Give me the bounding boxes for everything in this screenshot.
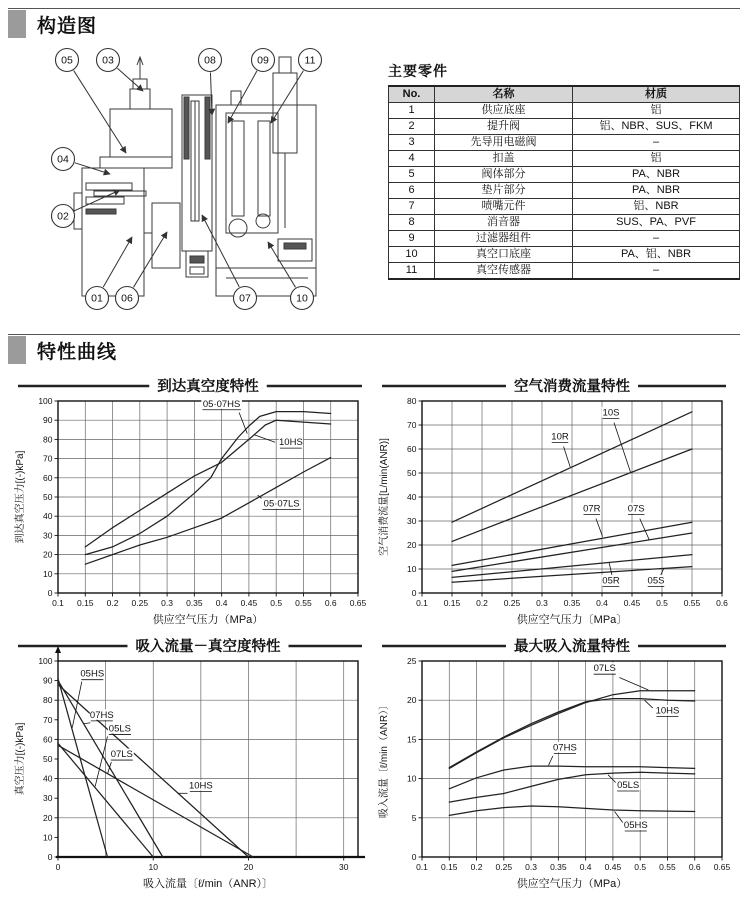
curve-label-05·07HS: 05·07HS	[202, 398, 241, 410]
table-row	[389, 135, 740, 151]
table-cell: 过滤器组件	[435, 231, 573, 247]
y-tick-label: 70	[407, 420, 417, 430]
series-07LS	[58, 745, 253, 857]
y-tick-label: 0	[47, 852, 53, 862]
table-cell: 9	[389, 231, 435, 247]
y-tick-label: 20	[43, 812, 53, 823]
table-row	[389, 215, 740, 231]
callout-number-03: 03	[102, 54, 114, 67]
y-tick-label: 30	[407, 516, 417, 526]
parts-col-header: 名称	[435, 86, 573, 103]
table-cell: 铝	[573, 151, 740, 167]
y-tick-label: 100	[38, 396, 53, 406]
table-cell: 提升阀	[435, 119, 573, 135]
chart-title: 最大吸入流量特性	[514, 639, 630, 655]
curve-label-07S: 07S	[627, 503, 645, 515]
x-tick-label: 0.45	[240, 598, 258, 608]
table-cell: 喷嘴元件	[435, 199, 573, 215]
diagram-wrap	[22, 43, 374, 320]
table-row	[389, 231, 740, 247]
table-cell: 5	[389, 167, 435, 183]
table-cell: 1	[389, 103, 435, 119]
y-tick-label: 10	[407, 773, 417, 784]
y-tick-label: 50	[407, 468, 417, 478]
y-tick-label: 70	[43, 714, 53, 725]
x-tick-label: 0.4	[579, 862, 592, 872]
y-tick-label: 5	[411, 812, 417, 823]
x-tick-label: 0.35	[186, 598, 203, 608]
chart-title: 吸入流量－真空度特性	[135, 639, 281, 655]
callout-number-06: 06	[121, 292, 133, 305]
y-tick-label: 70	[43, 453, 53, 464]
x-axis-label: 供应空气压力（MPa）	[516, 878, 628, 890]
curve-label-05LS: 05LS	[108, 723, 131, 735]
y-axis-label: 到达真空压力[(-)kPa]	[15, 450, 26, 544]
y-axis-label: 真空压力[(-)kPa]	[15, 722, 26, 796]
x-tick-label: 0.1	[52, 598, 64, 608]
table-cell: –	[573, 263, 740, 280]
chart-cell-vacuum	[12, 375, 376, 627]
chart-title: 到达真空度特性	[157, 379, 259, 395]
section-marker-block	[8, 10, 26, 38]
air-consumption-chart	[376, 375, 732, 627]
table-cell: 4	[389, 151, 435, 167]
table-cell: 真空口底座	[435, 247, 573, 263]
table-cell: 8	[389, 215, 435, 231]
section-construction-header	[8, 8, 740, 39]
parts-table-body	[389, 103, 740, 280]
callout-number-09: 09	[257, 54, 269, 67]
x-tick-label: 0.25	[495, 862, 513, 872]
construction-row	[22, 43, 740, 320]
callout-number-05: 05	[61, 54, 73, 67]
y-tick-label: 25	[407, 656, 417, 666]
section-title-curves: 特性曲线	[37, 341, 118, 363]
table-cell: 扣盖	[435, 151, 573, 167]
table-row	[389, 103, 740, 119]
curve-label-10HS: 10HS	[279, 437, 303, 449]
x-tick-label: 0.3	[161, 598, 174, 608]
x-tick-label: 0.45	[604, 862, 622, 872]
series-05·07LS	[85, 458, 330, 565]
table-cell: PA、铝、NBR	[573, 247, 740, 263]
x-tick-label: 0.6	[688, 862, 701, 872]
y-tick-label: 20	[407, 540, 417, 550]
x-tick-label: 0.3	[525, 862, 538, 872]
curve-label-10S: 10S	[602, 407, 620, 419]
x-tick-label: 0.4	[215, 598, 228, 608]
construction-diagram	[22, 43, 374, 315]
chart-cell-suction-vacuum	[12, 635, 376, 891]
charts-grid	[12, 375, 748, 891]
x-tick-label: 0.55	[295, 598, 312, 608]
table-cell: 先导用电磁阀	[435, 135, 573, 151]
x-tick-label: 0.25	[503, 598, 521, 608]
table-cell: 3	[389, 135, 435, 151]
curve-label-07R: 07R	[583, 503, 601, 515]
x-tick-label: 0.55	[659, 862, 676, 872]
table-row	[389, 247, 740, 263]
parts-col-header: 材质	[573, 86, 740, 103]
y-tick-label: 60	[43, 734, 53, 745]
y-tick-label: 10	[407, 564, 417, 574]
x-tick-label: 0.1	[416, 862, 428, 872]
table-cell: 消音器	[435, 215, 573, 231]
y-tick-label: 0	[47, 588, 53, 598]
section-marker-block	[8, 336, 26, 364]
x-tick-label: 10	[148, 862, 158, 872]
chart-cell-consumption	[376, 375, 740, 627]
x-tick-label: 0.65	[349, 598, 367, 608]
curve-label-07LS: 07LS	[593, 663, 616, 675]
x-tick-label: 0.3	[536, 598, 548, 608]
y-tick-label: 30	[43, 530, 53, 541]
x-tick-label: 0.5	[656, 598, 668, 608]
table-cell: 6	[389, 183, 435, 199]
y-tick-label: 90	[43, 675, 53, 686]
curve-label-05S: 05S	[647, 575, 665, 587]
y-tick-label: 10	[43, 832, 53, 843]
y-tick-label: 30	[43, 793, 53, 804]
table-row	[389, 263, 740, 280]
callout-number-08: 08	[204, 54, 216, 67]
y-tick-label: 10	[43, 568, 53, 579]
y-tick-label: 80	[407, 396, 417, 406]
y-tick-label: 80	[43, 434, 53, 445]
x-tick-label: 0.15	[76, 598, 94, 608]
callout-number-04: 04	[57, 153, 69, 166]
curve-label-10HS: 10HS	[188, 780, 213, 792]
chart-title: 空气消费流量特性	[514, 379, 630, 395]
table-cell: 7	[389, 199, 435, 215]
x-tick-label: 0.25	[131, 598, 149, 608]
x-axis-label: 吸入流量〔ℓ/min（ANR）〕	[142, 878, 274, 890]
table-cell: 真空传感器	[435, 263, 573, 280]
x-tick-label: 0.6	[716, 598, 728, 608]
table-cell: PA、NBR	[573, 167, 740, 183]
series-05HS	[449, 806, 694, 815]
x-tick-label: 0.35	[563, 598, 581, 608]
callout-leader-01	[103, 237, 132, 287]
callout-number-10: 10	[296, 292, 308, 305]
y-axis-label: 空气消费流量[L/min(ANR)]	[379, 438, 390, 556]
y-tick-label: 0	[411, 588, 417, 598]
curve-label-10R: 10R	[551, 431, 569, 443]
table-cell: 铝、NBR、SUS、FKM	[573, 119, 740, 135]
x-tick-label: 0.35	[550, 862, 567, 872]
x-tick-label: 0.55	[683, 598, 701, 608]
series-07LS	[449, 691, 694, 769]
x-tick-label: 30	[338, 862, 349, 872]
y-tick-label: 80	[43, 695, 53, 706]
parts-table-wrap	[388, 61, 740, 320]
section-curves-header	[8, 334, 740, 365]
table-cell: 铝	[573, 103, 740, 119]
section-title-construction: 构造图	[37, 15, 98, 37]
curve-label-07HS: 07HS	[89, 709, 114, 721]
y-tick-label: 15	[407, 734, 417, 745]
x-tick-label: 0.4	[596, 598, 608, 608]
x-tick-label: 0.2	[470, 862, 483, 872]
table-cell: 供应底座	[435, 103, 573, 119]
table-row	[389, 183, 740, 199]
curve-label-05R: 05R	[602, 575, 620, 587]
y-tick-label: 100	[38, 656, 53, 666]
table-cell: 阀体部分	[435, 167, 573, 183]
series-05LS	[449, 772, 694, 802]
callout-leader-08	[210, 72, 212, 115]
table-cell: –	[573, 231, 740, 247]
series-07HS	[58, 681, 163, 857]
curve-label-05LS: 05LS	[617, 780, 640, 792]
parts-table-head	[389, 86, 740, 103]
x-tick-label: 0.45	[623, 598, 641, 608]
callout-leader-03	[117, 68, 143, 91]
parts-col-header: No.	[389, 86, 435, 103]
callout-leader-09	[228, 71, 257, 123]
x-tick-label: 0	[55, 862, 61, 872]
y-tick-label: 50	[43, 492, 53, 502]
y-tick-label: 40	[407, 492, 417, 502]
curve-label-05HS: 05HS	[80, 668, 105, 680]
x-tick-label: 0.1	[416, 598, 428, 608]
chart-cell-max-suction	[376, 635, 740, 891]
table-cell: 垫片部分	[435, 183, 573, 199]
diagram-drawing	[74, 54, 316, 296]
y-tick-label: 60	[407, 444, 417, 454]
y-tick-label: 40	[43, 773, 53, 784]
callout-number-02: 02	[57, 210, 69, 223]
callout-leader-06	[133, 232, 167, 287]
table-row	[389, 151, 740, 167]
y-tick-label: 20	[43, 549, 53, 560]
table-cell: 铝、NBR	[573, 199, 740, 215]
table-cell: SUS、PA、PVF	[573, 215, 740, 231]
callout-number-01: 01	[91, 292, 103, 305]
callout-number-11: 11	[304, 54, 316, 67]
table-cell: 10	[389, 247, 435, 263]
curve-label-10HS: 10HS	[655, 705, 680, 717]
y-tick-label: 50	[43, 754, 53, 764]
callout-number-07: 07	[239, 292, 251, 305]
parts-table-title: 主要零件	[388, 63, 448, 79]
x-tick-label: 0.15	[440, 862, 458, 872]
ultimate-vacuum-chart	[12, 375, 368, 627]
x-axis-label: 供应空气压力（MPa）	[152, 614, 264, 626]
table-row	[389, 119, 740, 135]
y-axis-label: 吸入流量〔ℓ/min（ANR）〕	[379, 699, 390, 819]
curve-label-05HS: 05HS	[623, 819, 648, 831]
x-tick-label: 0.6	[324, 598, 337, 608]
curve-label-05·07LS: 05·07LS	[263, 498, 300, 510]
table-cell: 11	[389, 263, 435, 280]
x-tick-label: 0.2	[476, 598, 488, 608]
suction-flow-vacuum-chart	[12, 635, 368, 891]
max-suction-flow-chart	[376, 635, 732, 891]
table-cell: PA、NBR	[573, 183, 740, 199]
plot-frame	[58, 661, 358, 857]
parts-table	[388, 85, 740, 280]
x-tick-label: 0.2	[106, 598, 119, 608]
x-tick-label: 0.5	[634, 862, 647, 872]
x-tick-label: 0.65	[713, 862, 731, 872]
table-row	[389, 167, 740, 183]
y-tick-label: 20	[407, 695, 417, 706]
callout-leader-05	[74, 71, 126, 153]
y-tick-label: 90	[43, 415, 53, 426]
series-05·07HS	[85, 412, 330, 555]
curve-label-07LS: 07LS	[110, 749, 133, 761]
table-row	[389, 199, 740, 215]
x-axis-label: 供应空气压力〔MPa〕	[516, 614, 628, 626]
curve-label-07HS: 07HS	[553, 742, 577, 754]
x-tick-label: 0.15	[443, 598, 461, 608]
y-tick-label: 60	[43, 472, 53, 483]
table-cell: 2	[389, 119, 435, 135]
x-tick-label: 20	[243, 862, 254, 872]
x-tick-label: 0.5	[270, 598, 283, 608]
y-tick-label: 40	[43, 511, 53, 522]
table-cell: –	[573, 135, 740, 151]
y-tick-label: 0	[411, 852, 417, 862]
callout-leader-11	[271, 71, 303, 123]
